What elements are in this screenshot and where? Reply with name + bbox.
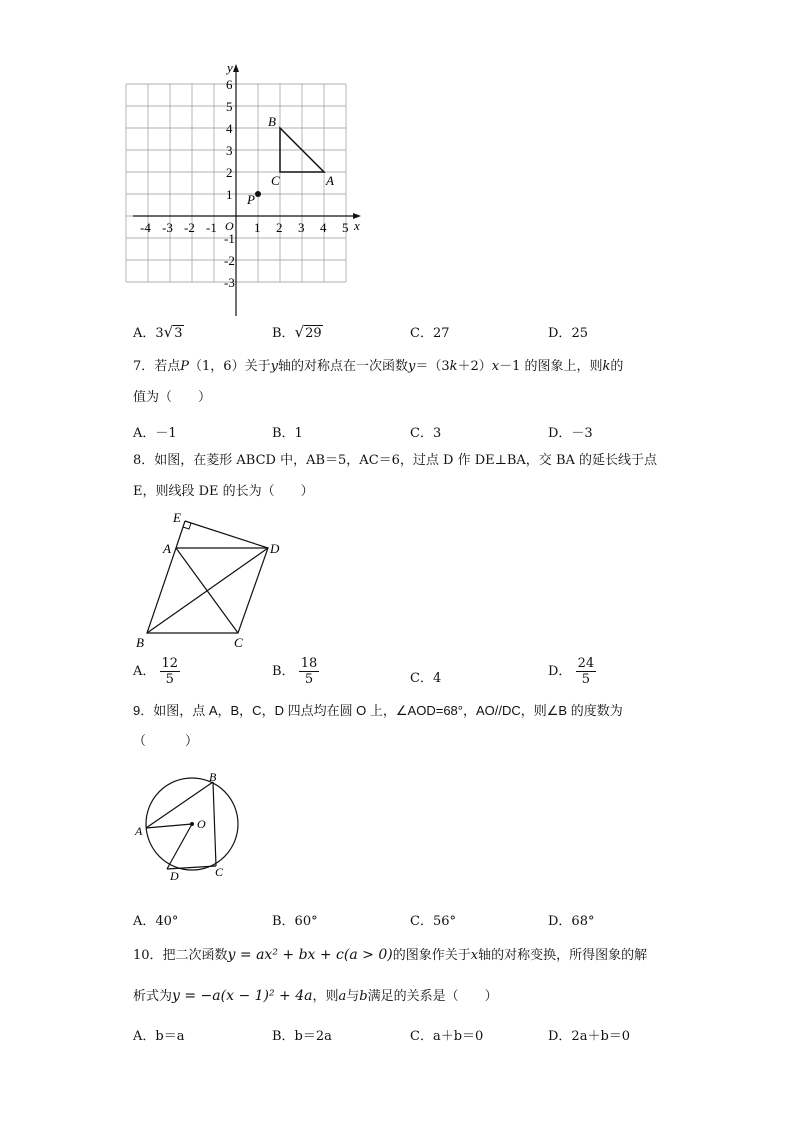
x-tick-label: -3 bbox=[162, 220, 173, 235]
option-radicand: 3 bbox=[174, 326, 183, 341]
label-c: C bbox=[215, 865, 224, 879]
y-tick-label: 6 bbox=[226, 77, 233, 92]
y-tick-label: -3 bbox=[224, 275, 235, 290]
sqrt-icon: √ bbox=[294, 323, 305, 341]
x-tick-label: -4 bbox=[140, 220, 151, 235]
point-p-label: P bbox=[247, 192, 255, 207]
y-tick-label: 1 bbox=[226, 187, 233, 202]
q10-option-c[interactable]: C．a＋b＝0 bbox=[410, 1029, 484, 1044]
x-tick-label: -1 bbox=[206, 220, 217, 235]
q9-option-a[interactable]: A．40° bbox=[133, 914, 179, 929]
option-letter: B． bbox=[272, 664, 295, 679]
quadratic-formula: y = ax² + bx + c(a > 0) bbox=[227, 947, 393, 963]
transformed-formula: y = −a(x − 1)² + 4a bbox=[172, 988, 313, 1004]
q7-stem-line1: 7．若点P（1，6）关于y轴的对称点在一次函数y＝（3k＋2）x－1 的图象上，则k的 bbox=[133, 359, 624, 374]
y-axis-arrow bbox=[233, 64, 239, 72]
q7-option-a[interactable]: A．－1 bbox=[133, 426, 177, 441]
q8-stem-line1: 8．如图，在菱形 ABCD 中，AB＝5，AC＝6，过点 D 作 DE⊥BA，交 BA 的延长线于点 bbox=[133, 453, 658, 468]
q10-option-b[interactable]: B．b＝2a bbox=[272, 1029, 332, 1044]
q6-option-c[interactable] bbox=[410, 322, 450, 341]
label-b: B bbox=[209, 770, 217, 784]
q9-option-d[interactable]: D．68° bbox=[548, 914, 595, 929]
diagonal-bd bbox=[147, 548, 268, 633]
option-radicand: 29 bbox=[305, 326, 322, 341]
q6-option-d[interactable] bbox=[548, 322, 588, 341]
center-point bbox=[190, 822, 194, 826]
point-b-label: B bbox=[268, 114, 276, 129]
radius-ao bbox=[146, 824, 192, 828]
y-axis-label: y bbox=[227, 60, 233, 75]
label-a: A bbox=[135, 824, 143, 838]
option-letter: A． bbox=[133, 664, 156, 679]
option-coefficient: 3 bbox=[155, 326, 164, 341]
q7-stem-line2: 值为（ ） bbox=[133, 390, 212, 405]
fraction: $\frac{12}{5}$ bbox=[161, 656, 179, 687]
q8-stem-line2: E，则线段 DE 的长为（ ） bbox=[133, 484, 314, 499]
x-tick-label: 4 bbox=[320, 220, 327, 235]
x-tick-label: -2 bbox=[184, 220, 195, 235]
option-letter: C． bbox=[410, 671, 433, 686]
radius-od bbox=[167, 824, 192, 869]
label-c: C bbox=[234, 635, 243, 650]
x-tick-label: 5 bbox=[342, 220, 349, 235]
q9-stem-line1: 9．如图，点 A，B，C，D 四点均在圆 O 上，∠AOD=68°，AO//DC，则∠B 的度数为 bbox=[133, 703, 623, 718]
point-p bbox=[255, 191, 261, 197]
label-a: A bbox=[163, 541, 171, 556]
y-tick-label: 5 bbox=[226, 99, 233, 114]
q6-option-a[interactable] bbox=[133, 322, 184, 341]
x-axis-label: x bbox=[354, 218, 360, 233]
q8-option-b[interactable] bbox=[272, 656, 319, 687]
label-d: D bbox=[270, 541, 280, 556]
label-o: O bbox=[197, 817, 206, 831]
q9-option-c[interactable]: C．56° bbox=[410, 914, 456, 929]
x-tick-label: 3 bbox=[298, 220, 305, 235]
y-tick-labels bbox=[224, 77, 235, 290]
extension-ae bbox=[176, 521, 185, 548]
option-text: 4 bbox=[432, 671, 442, 686]
y-tick-label: -1 bbox=[224, 231, 235, 246]
option-letter: B． bbox=[272, 326, 295, 341]
q10-option-a[interactable]: A．b＝a bbox=[133, 1029, 185, 1044]
y-tick-label: 3 bbox=[226, 143, 233, 158]
q10-stem-line1: 10．把二次函数y = ax² + bx + c(a > 0)的图象作关于x轴的对称变换，所得图象的解 bbox=[133, 947, 648, 963]
q6-option-b[interactable] bbox=[272, 322, 323, 341]
x-tick-labels bbox=[140, 220, 349, 235]
q7-option-d[interactable]: D．－3 bbox=[548, 426, 593, 441]
origin-label: O bbox=[225, 219, 234, 233]
q7-option-c[interactable]: C．3 bbox=[410, 426, 442, 441]
coordinate-grid-figure bbox=[125, 58, 375, 318]
fraction: $\frac{24}{5}$ bbox=[577, 656, 595, 687]
fraction: $\frac{18}{5}$ bbox=[300, 656, 318, 687]
x-tick-label: 2 bbox=[276, 220, 283, 235]
q10-option-d[interactable]: D．2a＋b＝0 bbox=[548, 1029, 631, 1044]
q9-option-b[interactable]: B．60° bbox=[272, 914, 318, 929]
y-tick-label: -2 bbox=[224, 253, 235, 268]
q9-stem-line2: （ ） bbox=[133, 734, 199, 749]
label-d: D bbox=[170, 869, 179, 883]
segment-de bbox=[185, 521, 268, 548]
option-text: 27 bbox=[432, 326, 450, 341]
rhombus-figure bbox=[130, 508, 290, 653]
option-text: 25 bbox=[571, 326, 588, 341]
option-letter: D． bbox=[548, 664, 572, 679]
q10-stem-line2: 析式为y = −a(x − 1)² + 4a，则a与b满足的关系是（ ） bbox=[133, 988, 498, 1004]
option-letter: A． bbox=[133, 326, 156, 341]
option-letter: C． bbox=[410, 326, 433, 341]
q8-option-c[interactable] bbox=[410, 667, 441, 686]
q7-option-b[interactable]: B．1 bbox=[272, 426, 303, 441]
label-e: E bbox=[173, 510, 181, 525]
point-c-label: C bbox=[271, 173, 280, 188]
chord-bc bbox=[213, 782, 216, 866]
label-b: B bbox=[136, 635, 144, 650]
y-tick-label: 2 bbox=[226, 165, 233, 180]
sqrt-icon: √ bbox=[163, 323, 174, 341]
q8-option-a[interactable] bbox=[133, 656, 180, 687]
option-letter: D． bbox=[548, 326, 572, 341]
q8-option-d[interactable] bbox=[548, 656, 596, 687]
y-tick-label: 4 bbox=[226, 121, 233, 136]
point-a-label: A bbox=[326, 173, 334, 188]
x-tick-label: 1 bbox=[254, 220, 261, 235]
circle-figure bbox=[130, 768, 250, 886]
